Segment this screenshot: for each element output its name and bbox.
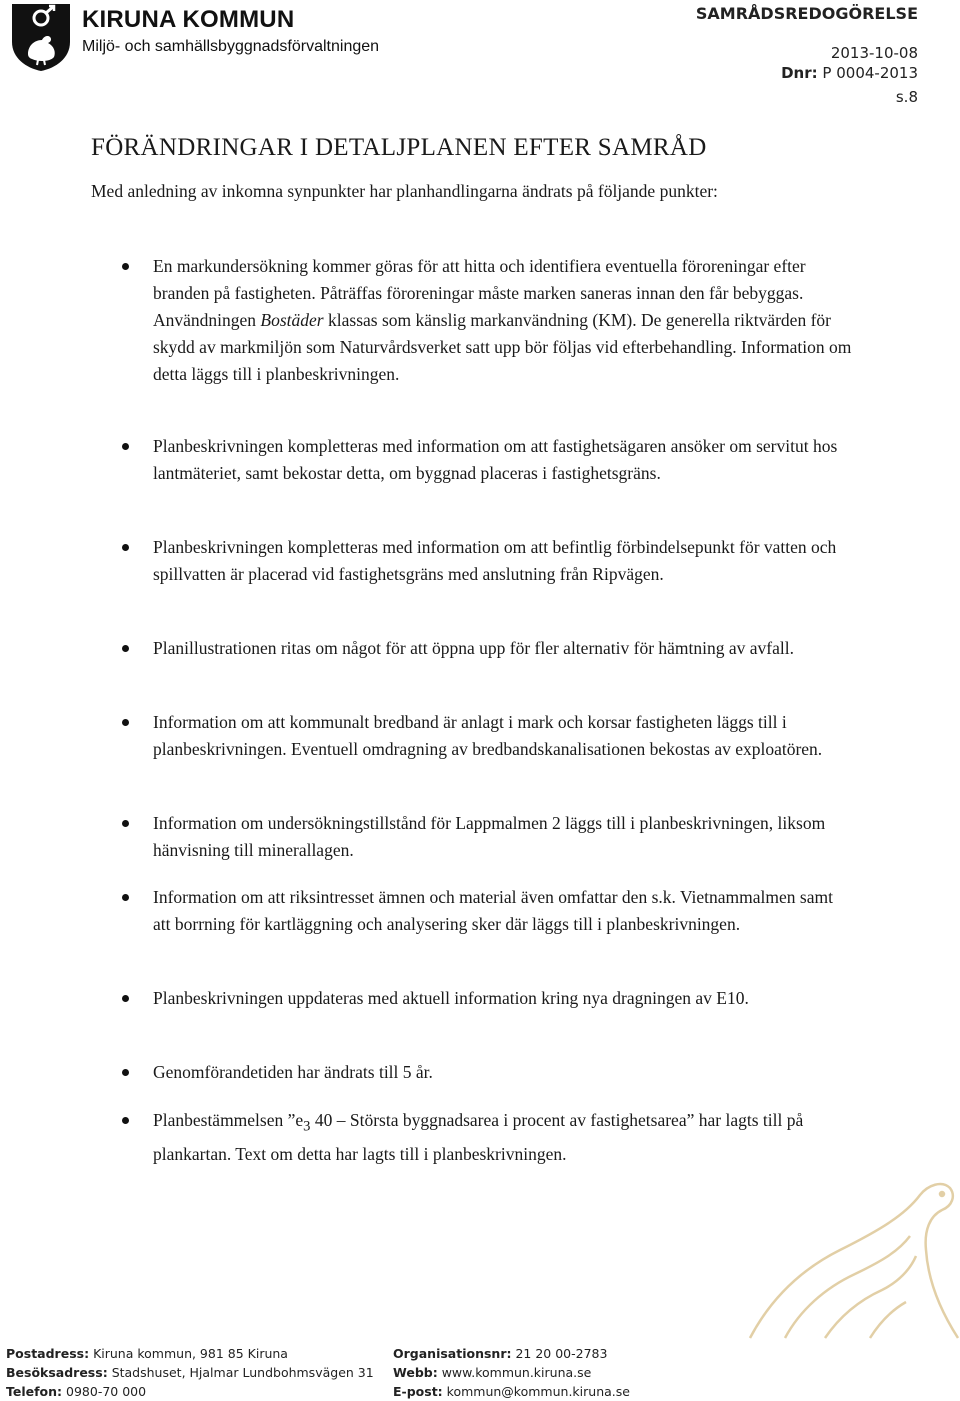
bullet-icon: [122, 894, 129, 901]
item-text: Planbeskrivningen kompletteras med information om att fastighetsägaren ansöker om servitut hos lantmäteriet, samt bekostar detta, om byggnad placeras i fastighetsgräns.: [153, 436, 838, 483]
org-department: Miljö- och samhällsbyggnadsförvaltningen: [82, 38, 380, 55]
footer-value: Stadshuset, Hjalmar Lundbohmsvägen 31: [111, 1365, 374, 1380]
item-text: Planbestämmelsen ”e: [153, 1110, 304, 1130]
footer-web: [393, 1363, 630, 1382]
page-number: s.8: [895, 88, 918, 106]
bullet-icon: [122, 1069, 129, 1076]
document-dnr: [781, 64, 918, 82]
bullet-icon: [122, 1117, 129, 1124]
item-text: 40 – Största byggnadsarea i procent av fastighetsarea” har lagts till på plankartan. Text om detta har lagts till i planbeskrivningen.: [153, 1110, 804, 1164]
item-text: Planillustrationen ritas om något för att öppna upp för fler alternativ för hämtning av avfall.: [153, 638, 794, 658]
ptarmigan-watermark-icon: [730, 1170, 960, 1340]
bullet-icon: [122, 645, 129, 652]
footer-visiting-address: [6, 1363, 374, 1382]
bullet-icon: [122, 719, 129, 726]
intro-paragraph: Med anledning av inkomna synpunkter har planhandlingarna ändrats på följande punkter:: [91, 181, 718, 201]
footer-label: E-post:: [393, 1384, 443, 1399]
item-text: Genomförandetiden har ändrats till 5 år.: [153, 1062, 433, 1082]
footer-address-column: [6, 1344, 374, 1401]
footer-email-link[interactable]: kommun@kommun.kiruna.se: [446, 1384, 630, 1399]
document-date: 2013-10-08: [830, 44, 918, 62]
footer-web-link[interactable]: www.kommun.kiruna.se: [441, 1365, 592, 1380]
footer-value: 0980-70 000: [66, 1384, 147, 1399]
footer-org-number: [393, 1344, 630, 1363]
footer-label: Besöksadress:: [6, 1365, 108, 1380]
bullet-icon: [122, 544, 129, 551]
footer-phone: [6, 1382, 374, 1401]
item-text: Planbeskrivningen kompletteras med information om att befintlig förbindelsepunkt för vatten och spillvatten är placerad vid fastighetsgräns med anslutning från Ripvägen.: [153, 537, 837, 584]
footer-value: 21 20 00-2783: [515, 1346, 608, 1361]
dnr-value: P 0004-2013: [822, 64, 918, 82]
footer-label: Webb:: [393, 1365, 438, 1380]
footer-contact-column: [393, 1344, 630, 1401]
page-title: FÖRÄNDRINGAR I DETALJPLANEN EFTER SAMRÅD: [91, 134, 707, 161]
bullet-icon: [122, 820, 129, 827]
bullet-icon: [122, 263, 129, 270]
kiruna-coat-of-arms-logo: [10, 2, 72, 72]
item-text: klassas som känslig markanvändning (KM). De generella riktvärden för skydd av markmiljön som Naturvårdsverket satt upp bör följas vid efterbehandling. Information om detta läggs till i planbeskrivningen.: [153, 310, 852, 384]
document-type: SAMRÅDSREDOGÖRELSE: [695, 4, 918, 23]
org-name: KIRUNA KOMMUN: [82, 6, 295, 33]
page-footer: [0, 1344, 960, 1401]
bullet-icon: [122, 443, 129, 450]
item-text: En markundersökning kommer göras för att hitta och identifiera eventuella föroreningar efter branden på fastigheten. Påträffas föroreningar måste marken saneras innan den får bebyggas. Användningen: [153, 256, 806, 330]
item-subscript: 3: [303, 1118, 311, 1135]
dnr-label: Dnr:: [781, 64, 818, 82]
item-text: Information om att kommunalt bredband är anlagt i mark och korsar fastigheten läggs till i planbeskrivningen. Eventuell omdragning av bredbandskanalisationen bekostas av exploatören.: [153, 712, 823, 759]
item-emphasis: Bostäder: [260, 310, 324, 330]
item-text: Planbeskrivningen uppdateras med aktuell information kring nya dragningen av E10.: [153, 988, 749, 1008]
footer-label: Postadress:: [6, 1346, 90, 1361]
footer-email: [393, 1382, 630, 1401]
footer-label: Organisationsnr:: [393, 1346, 512, 1361]
footer-value: Kiruna kommun, 981 85 Kiruna: [93, 1346, 288, 1361]
item-text: Information om att riksintresset ämnen och material även omfattar den s.k. Vietnammalmen samt att borrning för kartläggning och analysering sker där läggs till i planbeskrivningen.: [153, 887, 833, 934]
footer-postal-address: [6, 1344, 374, 1363]
footer-label: Telefon:: [6, 1384, 63, 1399]
item-text: Information om undersökningstillstånd för Lappmalmen 2 läggs till i planbeskrivningen, liksom hänvisning till minerallagen.: [153, 813, 826, 860]
bullet-icon: [122, 995, 129, 1002]
